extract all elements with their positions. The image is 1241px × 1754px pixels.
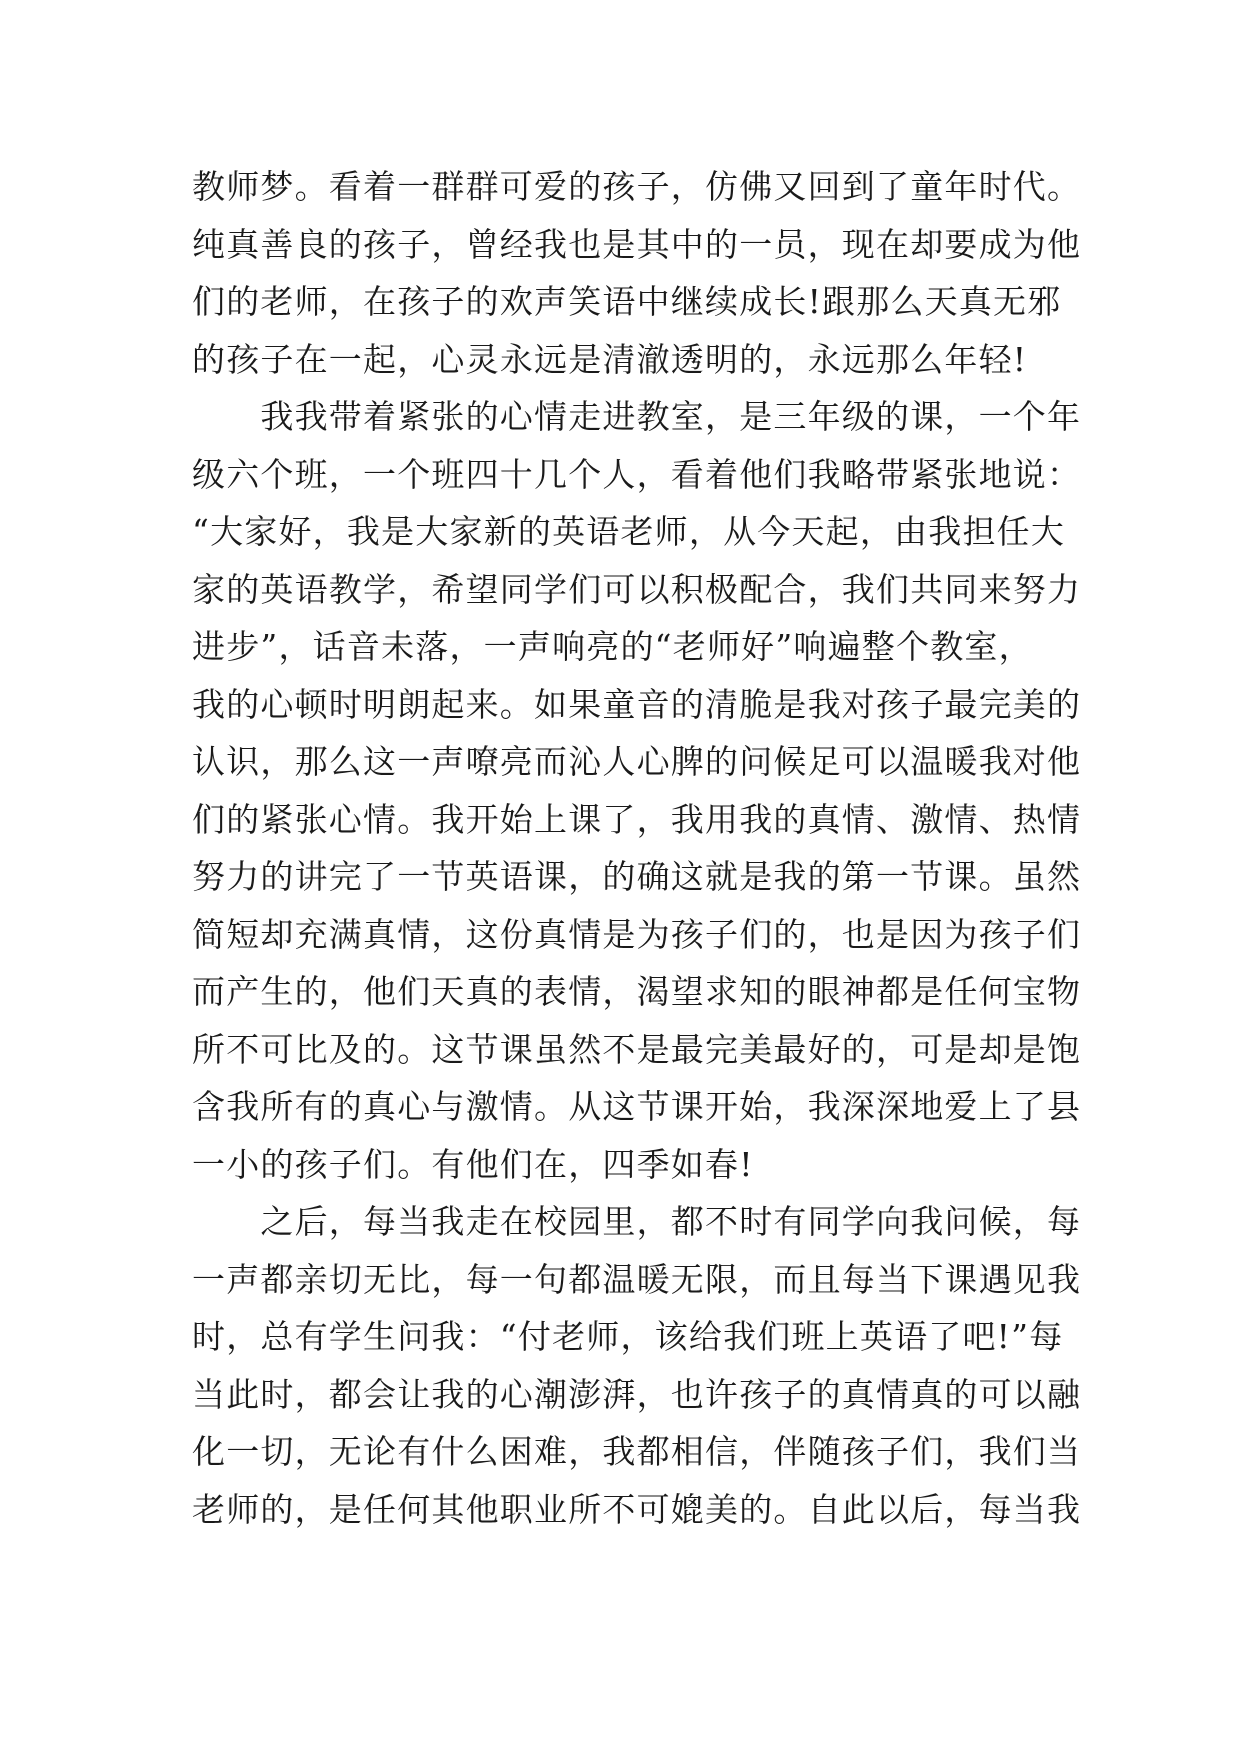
text-line: 一小的孩子们。有他们在，四季如春! [192, 1144, 754, 1184]
text-line: 我的心顿时明朗起来。如果童音的清脆是我对孩子最完美的 [192, 684, 1082, 724]
text-line: 时，总有学生问我：“付老师，该给我们班上英语了吧!”每 [192, 1317, 1064, 1356]
text-line: 们的紧张心情。我开始上课了，我用我的真情、激情、热情 [192, 799, 1082, 839]
text-line: 努力的讲完了一节英语课，的确这就是我的第一节课。虽然 [192, 857, 1082, 896]
text-line: 当此时，都会让我的心潮澎湃，也许孩子的真情真的可以融 [192, 1374, 1082, 1414]
text-line: 级六个班，一个班四十几个人，看着他们我略带紧张地说： [192, 454, 1082, 494]
body-text [192, 158, 1082, 1538]
text-line: 老师的，是任何其他职业所不可媲美的。自此以后，每当我 [192, 1489, 1082, 1529]
text-line: 的孩子在一起，心灵永远是清澈透明的，永远那么年轻! [192, 339, 1028, 379]
text-line: 含我所有的真心与激情。从这节课开始，我深深地爱上了县 [192, 1087, 1082, 1126]
text-line: 们的老师，在孩子的欢声笑语中继续成长!跟那么天真无邪 [192, 282, 1062, 321]
text-line: 家的英语教学，希望同学们可以积极配合，我们共同来努力 [192, 569, 1082, 609]
text-line: 进步”，话音未落，一声响亮的“老师好”响遍整个教室， [192, 627, 1033, 666]
text-line: 化一切，无论有什么困难，我都相信，伴随孩子们，我们当 [192, 1432, 1082, 1471]
paragraph-start-line: 我我带着紧张的心情走进教室，是三年级的课，一个年 [192, 397, 1082, 436]
text-line: 简短却充满真情，这份真情是为孩子们的，也是因为孩子们 [192, 914, 1082, 954]
text-line: 而产生的，他们天真的表情，渴望求知的眼神都是任何宝物 [192, 972, 1082, 1011]
paragraph-start-line: 之后，每当我走在校园里，都不时有同学向我问候，每 [192, 1202, 1082, 1241]
text-line: 所不可比及的。这节课虽然不是最完美最好的，可是却是饱 [192, 1029, 1082, 1069]
text-line: 一声都亲切无比，每一句都温暖无限，而且每当下课遇见我 [192, 1259, 1082, 1299]
text-line: 纯真善良的孩子，曾经我也是其中的一员，现在却要成为他 [192, 224, 1082, 264]
text-line: 教师梦。看着一群群可爱的孩子，仿佛又回到了童年时代。 [192, 167, 1082, 206]
text-line: “大家好，我是大家新的英语老师，从今天起，由我担任大 [192, 512, 1066, 551]
text-line: 认识，那么这一声嘹亮而沁人心脾的问候足可以温暖我对他 [192, 742, 1082, 781]
